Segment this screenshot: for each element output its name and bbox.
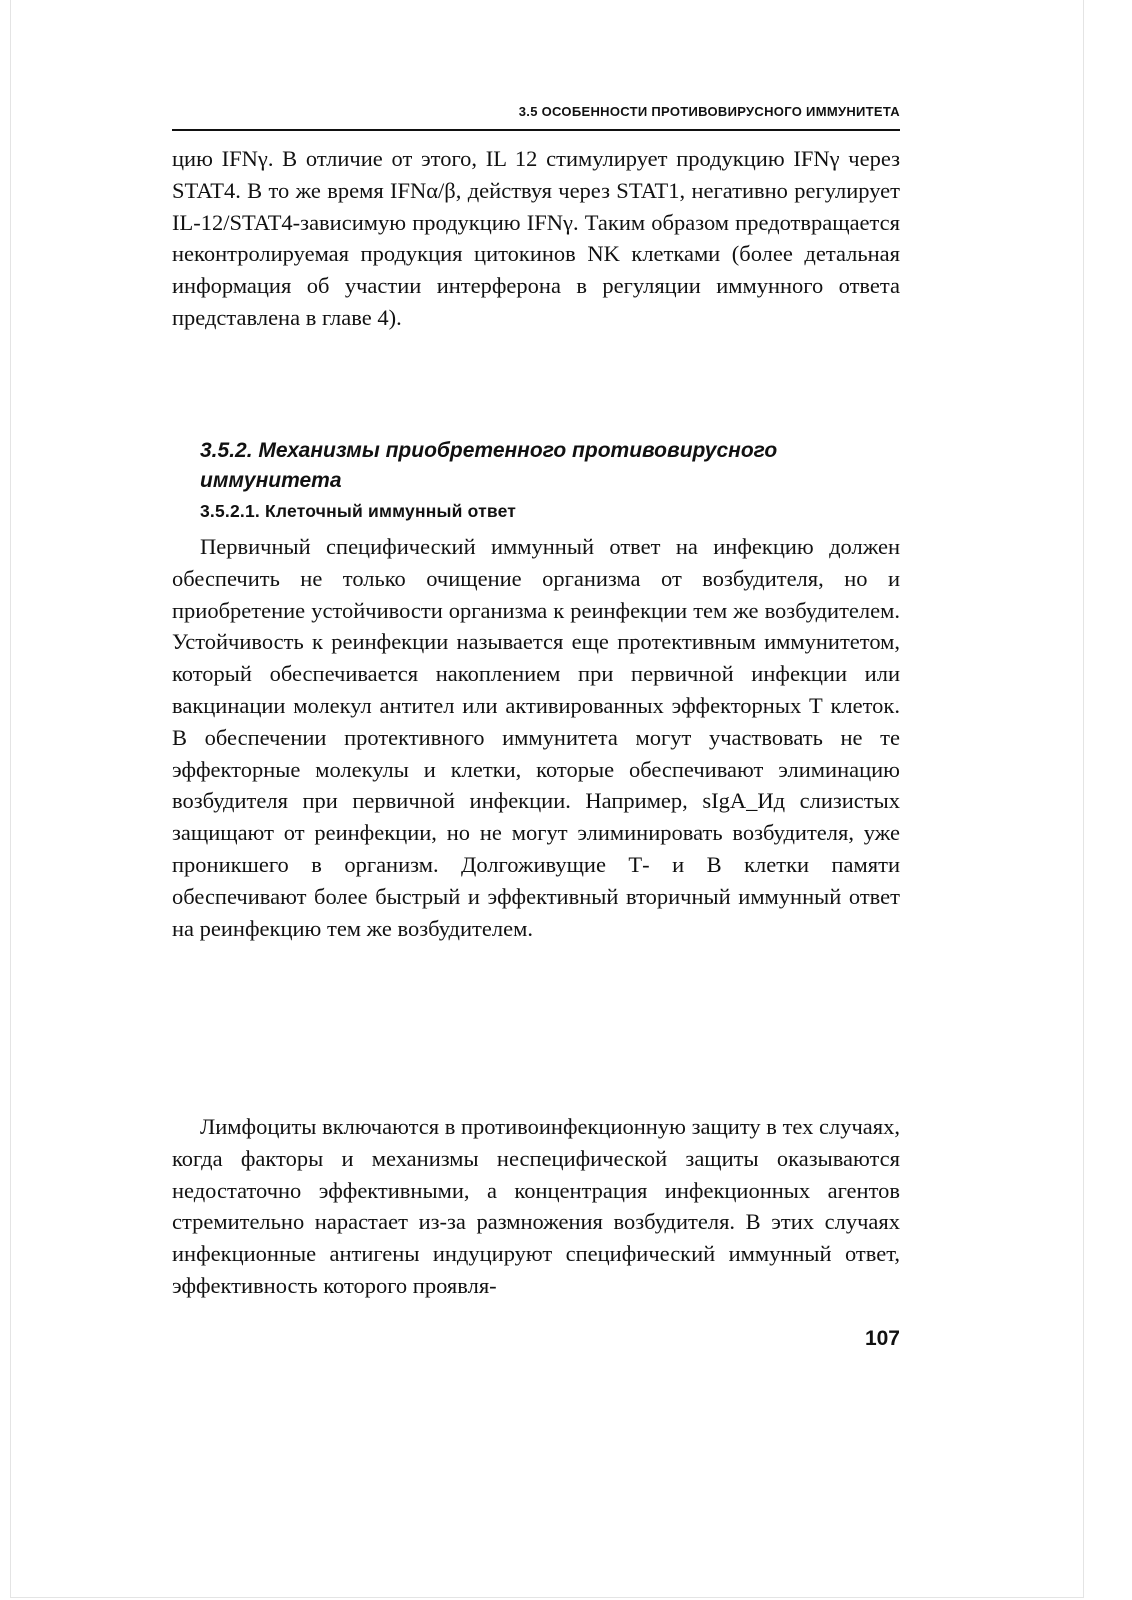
text-block-lymphocytes: [172, 1111, 900, 1302]
header-rule: [172, 129, 900, 131]
text-block-cellular-response: [172, 531, 900, 944]
paragraph-lymphocytes: Лимфоциты включаются в противоинфекционную защиту в тех случаях, когда факторы и механизмы неспецифической защиты оказываются недостаточно эффективными, а концентрация инфекционных агентов стремительно нарастает из-за размножения возбудителя. В этих случаях инфекционные антигены индуцируют специфический иммунный ответ, эффективность которого проявля-: [172, 1114, 900, 1298]
running-head: 3.5 ОСОБЕННОСТИ ПРОТИВОВИРУСНОГО ИММУНИТЕТА: [518, 104, 900, 119]
page-number: 107: [864, 1327, 900, 1350]
subsection-title: 3.5.2.1. Клеточный иммунный ответ: [200, 501, 517, 521]
section-title: 3.5.2. Механизмы приобретенного противовирусного иммунитета: [200, 439, 778, 492]
paragraph-primary-response: Первичный специфический иммунный ответ на инфекцию должен обеспечить не только очищение организма от возбудителя, но и приобретение устойчивости организма к реинфекции тем же возбудителем. Устойчивость к реинфекции называется еще протективным иммунитетом, который обеспечивается накоплением при первичной инфекции или вакцинации молекул антител или активированных эффекторных Т клеток. В обеспечении протективного иммунитета могут участвовать не те эффекторные молекулы и клетки, которые обеспечивают элиминацию возбудителя при первичной инфекции. Например, sIgA_Ид слизистых защищают от реинфекции, но не могут элиминировать возбудителя, уже проникшего в организм. Долгоживущие Т- и В клетки памяти обеспечивают более быстрый и эффективный вторичный иммунный ответ на реинфекцию тем же возбудителем.: [172, 534, 900, 941]
paragraph-continuation: цию IFNγ. В отличие от этого, IL 12 стимулирует продукцию IFNγ через STAT4. В то же время IFNα/β, действуя через STAT1, негативно регулирует IL-12/STAT4-зависимую продукцию IFNγ. Таким образом предотвращается неконтролируемая продукция цитокинов NK клетками (более детальная информация об участии интерферона в регуляции иммунного ответа представлена в главе 4).: [172, 146, 900, 330]
text-block-intro: [172, 143, 900, 334]
